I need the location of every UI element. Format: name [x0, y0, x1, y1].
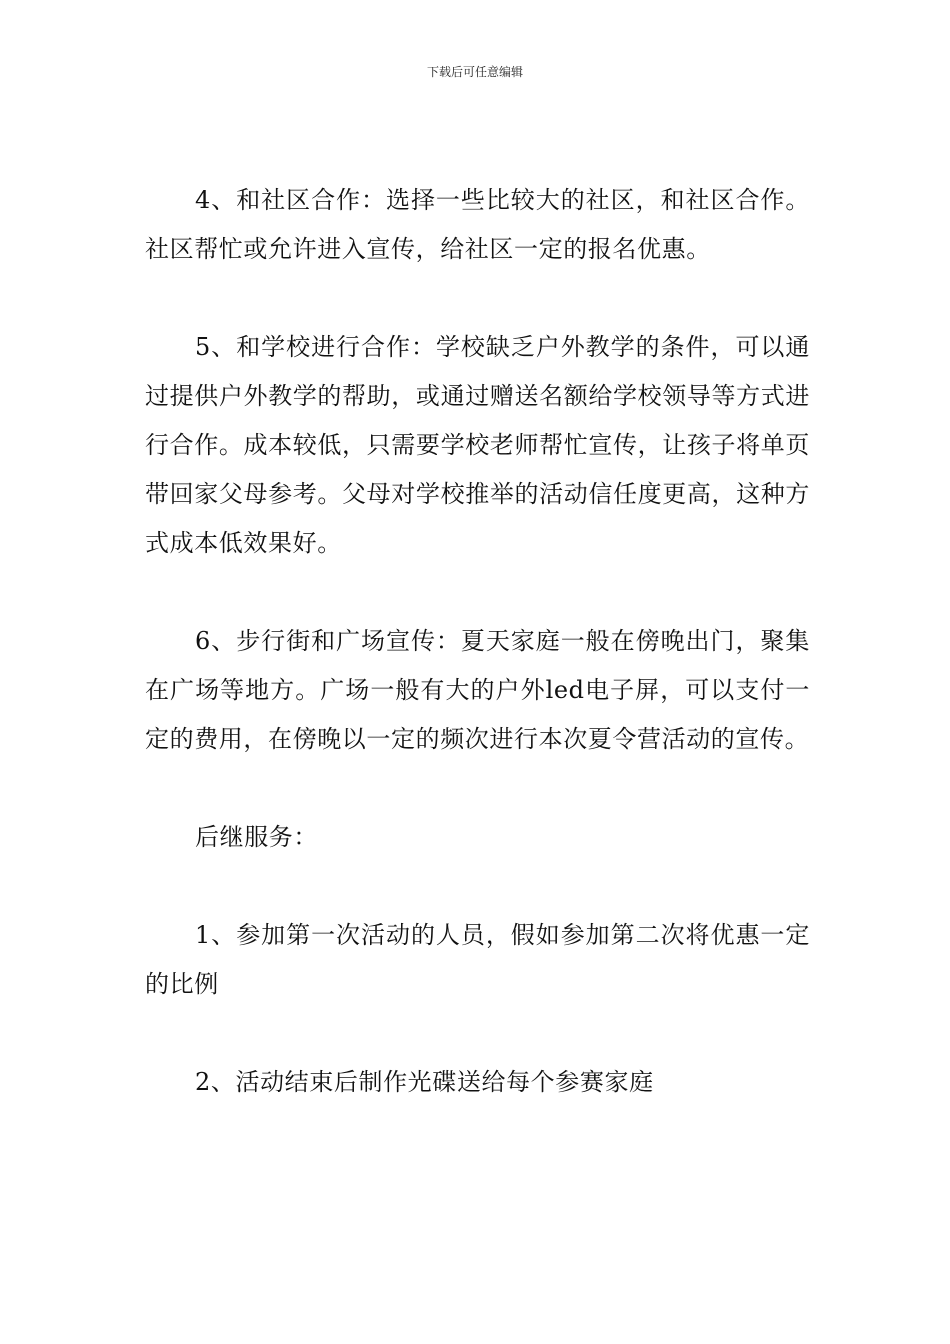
- section-heading-follow-up-services: 后继服务：: [195, 823, 318, 851]
- document-body: [145, 176, 810, 1156]
- paragraph-street-square-promotion: 6、步行街和广场宣传：夏天家庭一般在傍晚出门，聚集在广场等地方。广场一般有大的户外led电子屏，可以支付一定的费用，在傍晚以一定的频次进行本次夏令营活动的宣传。: [145, 627, 810, 753]
- paragraph-community-cooperation: 4、和社区合作：选择一些比较大的社区，和社区合作。社区帮忙或允许进入宣传，给社区一定的报名优惠。: [145, 186, 810, 263]
- page-header-note: 下载后可任意编辑: [426, 65, 523, 79]
- paragraph-school-cooperation: 5、和学校进行合作：学校缺乏户外教学的条件，可以通过提供户外教学的帮助，或通过赠送名额给学校领导等方式进行合作。成本较低，只需要学校老师帮忙宣传，让孩子将单页带回家父母参考。父母对学校推举的活动信任度更高，这种方式成本低效果好。: [145, 333, 810, 557]
- paragraph-disc-gift: 2、活动结束后制作光碟送给每个参赛家庭: [195, 1068, 654, 1096]
- paragraph-repeat-discount: 1、参加第一次活动的人员，假如参加第二次将优惠一定的比例: [145, 921, 810, 998]
